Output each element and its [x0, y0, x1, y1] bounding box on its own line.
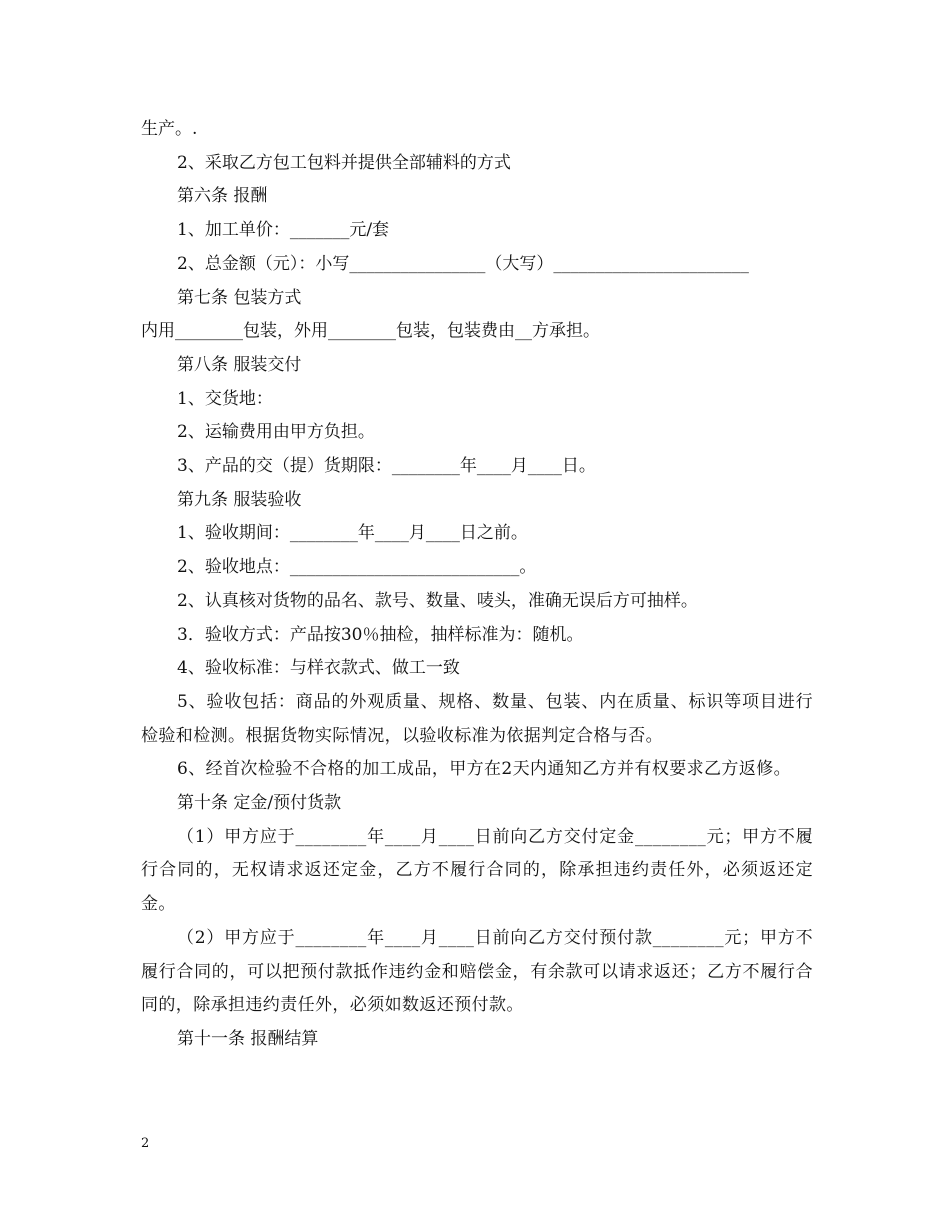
text-line: 2、验收地点：___________________________。 [177, 557, 537, 578]
text-line: 4、验收标准：与样衣款式、做工一致 [177, 658, 460, 679]
article-heading: 第七条 包装方式 [177, 287, 302, 308]
text-line: 3．验收方式：产品按30％抽检，抽样标准为：随机。 [177, 624, 584, 645]
text-line: 生产。. [141, 119, 198, 139]
paragraph-first-inspection: 6、经首次检验不合格的加工成品，甲方在2天内通知乙方并有权要求乙方返修。 [177, 759, 792, 780]
article-heading: 第十一条 报酬结算 [177, 1028, 319, 1049]
text-line: 1、加工单价：_______元/套 [177, 220, 390, 241]
text-line: 2、采取乙方包工包料并提供全部辅料的方式 [177, 152, 511, 173]
paragraph-inspection-scope: 5、验收包括：商品的外观质量、规格、数量、包装、内在质量、标识等项目进行检验和检测。根据货物实际情况，以验收标准为依据判定合格与否。 [141, 691, 813, 746]
article-heading: 第九条 服装验收 [177, 489, 302, 510]
article-heading: 第八条 服装交付 [177, 354, 302, 375]
page-number: 2 [141, 1136, 150, 1151]
text-line: 2、总金额（元）：小写________________（大写）_______________________ [177, 253, 749, 274]
article-heading: 第十条 定金/预付货款 [177, 793, 342, 814]
paragraph-deposit: （1）甲方应于________年____月____日前向乙方交付定金________元；甲方不履行合同的，无权请求返还定金，乙方不履行合同的，除承担违约责任外，必须返还定金。 [141, 826, 813, 915]
article-heading: 第六条 报酬 [177, 186, 268, 207]
text-line: 1、交货地： [177, 388, 273, 409]
document-body [141, 113, 813, 1057]
paragraph-prepayment: （2）甲方应于________年____月____日前向乙方交付预付款________元；甲方不履行合同的，可以把预付款抵作违约金和赔偿金，有余款可以请求返还；乙方不履行合同的，除承担违约责任外，必须如数返还预付款。 [141, 927, 813, 1016]
text-line: 内用________包装，外用________包装，包装费由__方承担。 [141, 321, 600, 342]
text-line: 2、认真核对货物的品名、款号、数量、唛头，准确无误后方可抽样。 [177, 590, 698, 611]
text-line: 2、运输费用由甲方负担。 [177, 422, 375, 443]
text-line: 1、验收期间：________年____月____日之前。 [177, 523, 528, 544]
text-line: 3、产品的交（提）货期限：________年____月____日。 [177, 456, 596, 477]
